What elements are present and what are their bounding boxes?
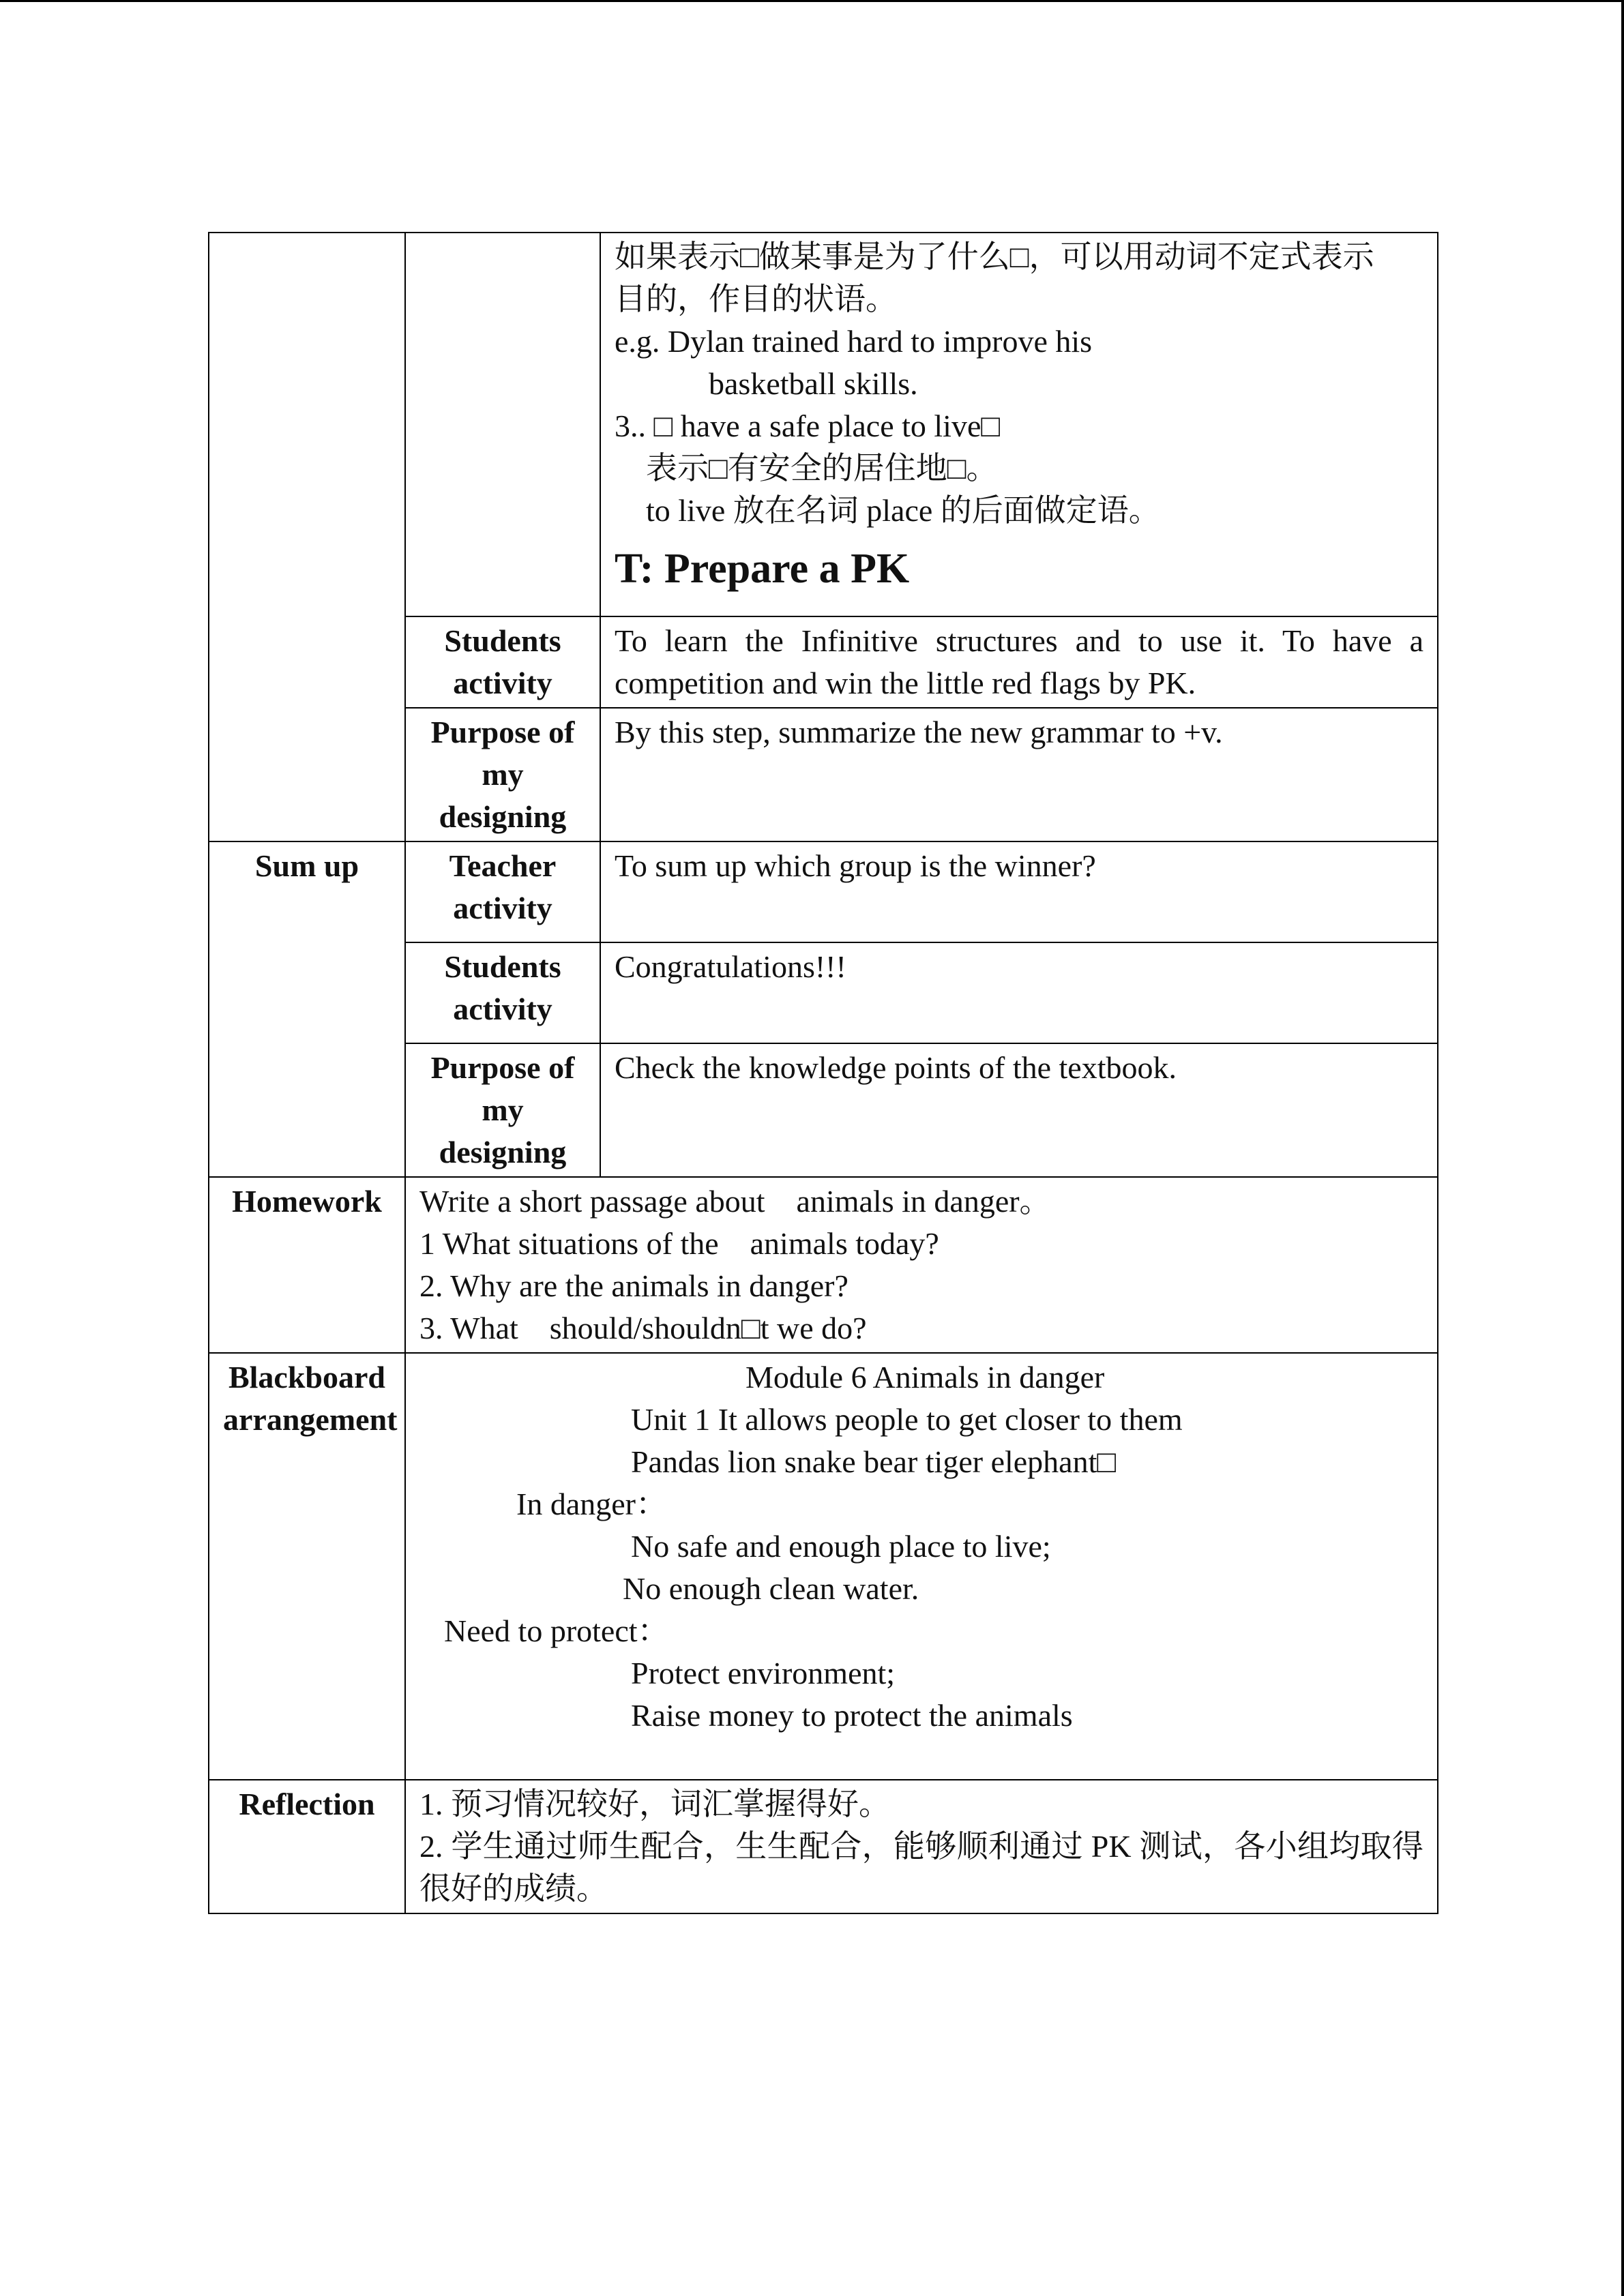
sum-up-purpose-label (405, 1043, 600, 1177)
homework-line-1: Write a short passage about animals in danger。 (419, 1184, 1051, 1219)
students-activity-label-line-1: Students (444, 623, 561, 658)
grammar-row (209, 233, 1438, 616)
homework-content (405, 1177, 1438, 1353)
reflection-item-2: 2. 学生通过师生配合，生生配合，能够顺利通过 PK 测试，各小组均取得很好的成绩。 (419, 1829, 1423, 1906)
sum-up-teacher-label-line-1: Teacher (449, 848, 557, 883)
grammar-line-6: 表示□有安全的居住地□。 (615, 451, 998, 486)
blackboard-protect-1: Protect environment; (631, 1656, 896, 1690)
blackboard-label (209, 1353, 405, 1780)
purpose-label (405, 708, 600, 841)
grammar-line-7: to live 放在名词 place 的后面做定语。 (615, 493, 1160, 528)
sum-up-students-text: Congratulations!!! (600, 942, 1438, 1043)
blackboard-label-line-1: Blackboard (228, 1360, 386, 1395)
reflection-label: Reflection (209, 1780, 405, 1913)
sum-up-teacher-label (405, 841, 600, 942)
blackboard-protect-2: Raise money to protect the animals (631, 1698, 1073, 1733)
blackboard-animals: Pandas lion snake bear tiger elephant□ (631, 1444, 1117, 1479)
blackboard-row (209, 1353, 1438, 1780)
sum-up-teacher-text: To sum up which group is the winner? (600, 841, 1438, 942)
blackboard-content (405, 1353, 1438, 1780)
sum-up-purpose-text: Check the knowledge points of the textbook. (600, 1043, 1438, 1177)
homework-label: Homework (209, 1177, 405, 1353)
blackboard-unit: Unit 1 It allows people to get closer to them (631, 1402, 1183, 1437)
sum-up-purpose-label-line-2: my designing (439, 1092, 567, 1169)
sum-up-students-label (405, 942, 600, 1043)
homework-line-2: 1 What situations of the animals today? (419, 1226, 939, 1261)
students-activity-label (405, 616, 600, 708)
blackboard-title: Module 6 Animals in danger (745, 1360, 1105, 1395)
top-border-line (0, 0, 1624, 2)
right-border-line (1621, 0, 1624, 2296)
grammar-line-5: 3.. □ have a safe place to live□ (615, 408, 1001, 443)
homework-line-3: 2. Why are the animals in danger? (419, 1268, 848, 1303)
purpose-text: By this step, summarize the new grammar to +v. (600, 708, 1438, 841)
homework-line-4: 3. What should/shouldn□t we do? (419, 1311, 867, 1345)
reflection-content (405, 1780, 1438, 1913)
lesson-plan-table (208, 232, 1438, 1914)
blackboard-danger-1: No safe and enough place to live; (631, 1529, 1051, 1564)
continued-section-cell (209, 233, 405, 841)
empty-label-cell (405, 233, 600, 616)
sum-up-label: Sum up (209, 841, 405, 1177)
blackboard-protect: Need to protect： (444, 1613, 669, 1648)
sum-up-purpose-label-line-1: Purpose of (430, 1050, 575, 1085)
purpose-label-line-1: Purpose of (430, 715, 575, 749)
grammar-line-3: e.g. Dylan trained hard to improve his (615, 324, 1093, 359)
sum-up-students-label-line-1: Students (444, 949, 561, 984)
grammar-line-1: 如果表示□做某事是为了什么□，可以用动词不定式表示 (615, 239, 1374, 274)
students-activity-text: To learn the Infinitive structures and to use it. To have a competition and win the little red flags by PK. (600, 616, 1438, 708)
homework-row (209, 1177, 1438, 1353)
blackboard-label-line-2: arrangement (223, 1402, 398, 1437)
grammar-cell (600, 233, 1438, 616)
grammar-line-4: basketball skills. (615, 366, 918, 401)
reflection-row (209, 1780, 1438, 1913)
reflection-item-1: 1. 预习情况较好，词汇掌握得好。 (419, 1787, 890, 1821)
blackboard-danger-2: No enough clean water. (623, 1571, 919, 1606)
sum-up-teacher-label-line-2: activity (453, 891, 552, 925)
grammar-heading: T: Prepare a PK (615, 546, 910, 592)
sum-up-teacher-row (209, 841, 1438, 942)
sum-up-students-label-line-2: activity (453, 992, 552, 1026)
purpose-label-line-2: my designing (439, 757, 567, 834)
blackboard-in-danger: In danger： (516, 1487, 667, 1521)
students-activity-label-line-2: activity (453, 666, 552, 700)
grammar-line-2: 目的，作目的状语。 (615, 282, 897, 316)
